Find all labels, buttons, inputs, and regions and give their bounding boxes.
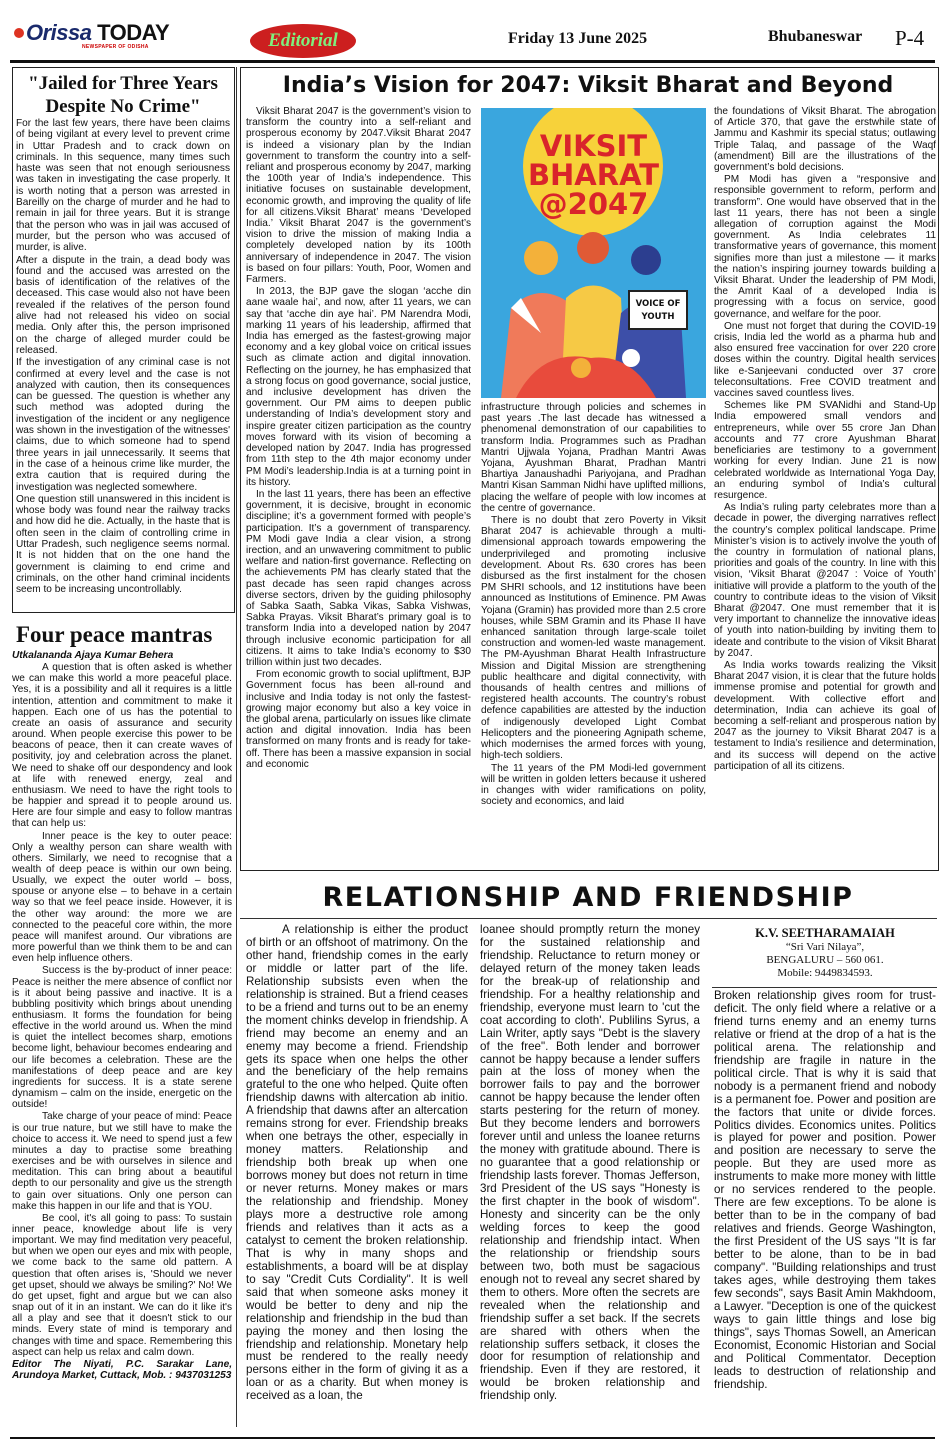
poster-figure-head — [571, 358, 591, 378]
article-paragraph: infrastructure through policies and schemes in past years .The last decade has witnessed a phenomenal demonstration of our capabilities to transform India. Programmes such as Pradhan Mantri Ujjwala Yojana, Pradhan Mantri Awas Yojana, Ayushman Bharat, Pradhan Mantri Bhartiya Janaushadhi Pariyojana, and Pradhan Mantri Kisan Samman Nidhi have uplifted millions, placing the welfare of people with low incomes at the centre of governance. — [481, 402, 706, 514]
relationship-column-2 — [480, 924, 700, 1404]
poster-figure-head — [631, 245, 661, 275]
article-paragraph: Be cool, it's all going to pass: To sustain inner peace, knowledge about life is very important. We may find meditation very peaceful, but when we open our eyes and mix with people, we come back to the same old pattern. A question that often arises is, 'Should we never get upset, should we always be smiling?' No! We do get upset, fight and argue but we can also snap out of it in an instant. We can do it like it's all a play and see that it doesn't stick to our minds. Every state of mind is temporary and changes with time and space. Remembering this aspect can help us relax and calm down. — [12, 1212, 232, 1358]
author-address: “Sri Vari Nilaya”, — [785, 941, 865, 953]
article-paragraph: Schemes like PM SVANidhi and Stand-Up India empowered small vendors and entrepreneurs, while over 55 crore Jan Dhan accounts and 77 crore Ayushman Bharat beneficiaries are testimony to a government working for every Indian. June 21 is now celebrated worldwide as International Yoga Day, an enduring symbol of India’s cultural resurgence. — [714, 400, 936, 501]
editor-note: Editor The Niyati, P.C. Sarakar Lane, Arundoya Market, Cuttack, Mob. : 9437031253 — [12, 1358, 232, 1381]
page-bottom-rule — [10, 1437, 935, 1439]
column-divider — [236, 67, 237, 1427]
section-rule — [240, 918, 937, 919]
article-paragraph: One question still unanswered in this incident is whose body was found near the railway tracks and how did he die. Actually, in the haste that is often seen in the claim of controlling crime in Uttar Pradesh, such negligence seems normal. It is not hidden that on the one hand the government is claiming to end crime and criminals, on the other hand criminal incidents seem to be increasing uncontrollably. — [16, 493, 230, 596]
author-mobile: Mobile: 9449834593. — [777, 967, 873, 979]
article-paragraph: There is no doubt that zero Poverty in Viksit Bharat 2047 is achievable through a multi-dimensional approach towards empowering the underprivileged and promoting inclusive development. About Rs. 630 crores has been disbursed as the first instalment for the chosen PM SHRI schools, and 12 institutions have been announced as Institutions of Eminence. PM Awas Yojana (Gramin) has provided more than 2.5 crore houses, while SBM Gramin and its Phase II have enhanced sanitation through large-scale toilet construction and women-led waste management. The PM-Ayushman Bharat Health Infrastructure Mission and Digital Mission are strengthening public healthcare and digital connectivity, with thousands of health centres and millions of registered health accounts. The country’s robust defence capabilities are attested by the induction of indigenously developed Light Combat Helicopters and the pioneering Agnipath scheme, which modernises the armed forces with young, high-tech soldiers. — [481, 515, 706, 762]
article-paragraph: Inner peace is the key to outer peace: Only a wealthy person can share wealth with others. Similarly, we need to recognise that a wealth of deep peace is within our own being. Usually, we expect the outer world – boss, spouse or anyone else – to behave in a certain way so that we feel peace inside. However, it is the other way around: the more we are connected to the peaceful core within, the more peace will manifest around. Our vibrations are more powerful than we think them to be and can even help influence others. — [12, 830, 232, 965]
main-column-1 — [246, 106, 471, 771]
page-number: P-4 — [895, 26, 925, 50]
relationship-headline: RELATIONSHIP AND FRIENDSHIP — [322, 882, 854, 913]
article-paragraph: From economic growth to social upliftment, BJP Government focus has been all-round and inclusive and India today is not only the fastest-growing major economy but also a key voice in the global arena, particularly on issues like climate action and digital innovation. India has been transformed on many fronts and is ready for take-off. There has been a massive expansion in social and economic — [246, 669, 471, 770]
masthead — [10, 14, 935, 62]
logo-tagline: NEWSPAPER OF ODISHA — [82, 44, 149, 50]
article-paragraph: Viksit Bharat 2047 is the government’s vision to transform the country into a self-reliant and prosperous economy by 2047.Viksit Bharat 2047 is indeed a visionary plan by the Indian government to transform the country into a self-reliant and prosperous economy by 2047, marking the 100th year of India’s independence. This initiative focuses on sustainable development, economic growth, and improving the quality of life for all citizens.Viksit Bharat’ means ‘Developed India.’ Viksit Bharat 2047 is the government’s vision to drive the mission of making India a completely developed nation by its 100th anniversary of independence in 2047. The vision is based on four pillars: Youth, Poor, Women and Farmers. — [246, 106, 471, 286]
logo-mark-icon — [14, 28, 24, 38]
article-paragraph: PM Modi has given a “responsive and responsible government to reform, perform and transform”. One would have observed that in the last 11 years, there has not been a single allegation of corruption against the Modi government. As India celebrates 11 transformative years of governance, this moment signifies more than just a milestone — it marks the nation’s inspiring journey towards building a Viksit Bharat. Under the leadership of PM Modi, the Amrit Kaal of a developed India is progressing with a focus on service, good governance, and welfare for the poor. — [714, 174, 936, 320]
article-paragraph: As India’s ruling party celebrates more than a decade in power, the diverging narratives reflect the country’s complex political landscape. Prime Minister’s vision is to actively involve the youth of the country in formulation of national plans, priorities and goals of the country. In line with this vision, ‘Viksit Bharat @2047 : Voice of Youth’ initiative will provide a platform to the youth of the country to contribute ideas to the vision of Viksit Bharat @2047. One must remember that it is very important to channelize the innovative ideas of youth into nation-building by inviting them to ideate and contribute to the vision of Viksit Bharat by 2047. — [714, 502, 936, 659]
masthead-rule — [10, 60, 935, 63]
article-paragraph: Take charge of your peace of mind: Peace is our true nature, but we still have to make the choice to access it. We need to spend just a few minutes a day to practise some breathing exercises and be with ourselves in silence and meditation. This can bring about a beautiful depth to our personality and give us the strength to gain over situations. Only one person can make this happen in our life and that is YOU. — [12, 1111, 232, 1212]
newspaper-logo — [14, 20, 170, 50]
poster-title-line: BHARAT — [527, 158, 660, 192]
poster-title-line: @2047 — [538, 187, 649, 221]
article-paragraph: As India works towards realizing the Viksit Bharat 2047 vision, it is clear that the future holds immense promise and potential for growth and development. With collective effort and determination, India can achieve its goal of becoming a self-reliant and prosperous nation by 2047 as the journey to Viksit Bharat 2047 is a testament to India’s resilience and determination, and its success will depend on the active participation of all its citizens. — [714, 659, 936, 772]
article-paragraph: One must not forget that during the COVID-19 crisis, India led the world as a pharma hub and also ensured free vaccination for over 220 crore doses within the country. Digital health services like e-Sanjeevani conducted over 37 crore teleconsultations. Free COVID treatment and vaccines saved countless lives. — [714, 320, 936, 400]
poster-title — [481, 129, 706, 221]
article-paragraph: In 2013, the BJP gave the slogan ‘acche din aane waale hai’, and now, after 11 years, we can say that ‘acche din aye hai’. PM Narendra Modi, marking 11 years of his leadership, affirmed that India has emerged as the fastest-growing major economy and a key global voice on critical issues such as climate action and digital innovation. Reflecting on the journey, he has emphasized that a strong focus on good governance, social justice, and inclusive development has driven the government. Our PM aims to deepen public understanding of India’s development story and inspire greater citizen participation as the country moves forward with its vision of becoming a developed nation by 2047. India has progressed from 11th step to the 4th major economy under PM Modi’s leadership.India is at a turning point in its history. — [246, 286, 471, 488]
author-address: BENGALURU – 560 061. — [766, 954, 884, 966]
relationship-column-3 — [714, 990, 936, 1393]
poster-figure-head — [524, 241, 558, 275]
peace-article — [12, 650, 232, 1382]
section-label: Editorial — [250, 24, 356, 58]
voice-of-youth-badge: VOICE OF YOUTH — [628, 290, 688, 330]
peace-headline: Four peace mantras — [16, 622, 213, 647]
poster-title-line: VIKSIT — [539, 129, 648, 163]
article-paragraph: In the last 11 years, there has been an effective government, it is decisive, brought in economic discipline; it’s a government formed with people’s participation. It’s a government of transparency. PM Modi gave India a clear vision, a strong irection, and an unwavering commitment to public welfare and nation-first governance. Reflecting on the achievements PM has clearly stated that the past decade has seen rapid changes across diverse sectors, driven by the guiding philosophy of Sabka Saath, Sabka Vikas, Sabka Vishwas, Sabka Prayas. Viksit Bharat’s primary goal is to transform India into a developed nation by 2047 through inclusive economic participation for all citizens. It aims to take India’s economy to $30 trillion within just two decades. — [246, 488, 471, 668]
main-headline: India’s Vision for 2047: Viksit Bharat and Beyond — [282, 73, 894, 98]
author-name: K.V. SEETHARAMAIAH — [755, 926, 895, 940]
main-column-3 — [714, 106, 936, 773]
article-paragraph: If the investigation of any criminal case is not confirmed at every level and the case is not analyzed with caution, then its consequences can be guessed. The question is whether any such method was adopted during the investigation of the incident or any negligence was shown in the investigation of the witnesses' claims, due to which someone had to spend three years in jail unnecessarily. It seems that in the case of a heinous crime like murder, the extra caution that is required during the investigation was neglected somewhere. — [16, 357, 230, 493]
logo-text: Orissa — [26, 20, 92, 45]
main-column-2 — [481, 402, 706, 808]
viksit-bharat-poster — [481, 108, 706, 398]
author-rule — [712, 987, 937, 988]
article-paragraph: After a dispute in the train, a dead body was found and the accused was arrested on the basis of identification of the relatives of the deceased. This case would also not have been revealed if the relatives of the person found alive had not released his video on social media. Only after this, the person imprisoned on the charge of alleged murder could be released. — [16, 254, 230, 356]
article-paragraph: The 11 years of the PM Modi-led government will be written in golden letters because it ushered in changes with wider ramifications on polity, society and economics, and laid — [481, 762, 706, 808]
article-paragraph: loanee should promptly return the money for the sustained relationship and friendship. Reluctance to return money or delayed return of the money taken leads for the break-up of relationship and friendship. For a healthy relationship and friendship, everyone must learn to 'cut the coat according to cloth'. Publilins Syrus, a Lain Writer, aptly says "Debt is the slavery of the free". Both lender and borrower cannot be happy because a lender suffers pain at the loss of money when the borrower fails to pay and the borrower cannot be happy because the lender often starts pestering for the return of money. But they become lenders and borrowers forever until and unless the loanee returns the money with gratitude abound. There is no guarantee that a good relationship or friendship lasts forever. Thomas Jefferson, 3rd President of the US says "Honesty is the first chapter in the book of wisdom". Honesty and sincerity can be the only welding forces to keep the good relationship and friendship intact. When the relationship or friendship sours between two, both must be sagacious enough not to reveal any secret shared by them to others. More often the secrets are revealed when the relationship and friendship suffer a set back. If the secrets are shared with others when the relationship suffers setback, it closes the door for resumption of relationship and friendship. Even if they are restored, it would be broken relationship and friendship only. — [480, 923, 700, 1403]
logo-today: TODAY — [97, 20, 170, 45]
article-paragraph: Broken relationship gives room for trust-deficit. The only field where a relative or a friend turns enemy and an enemy turns relative or friend at the drop of a hat is the political arena. The relationship and friendship are fragile in nature in the political circle. That is why it is said that nobody is a permanent friend and nobody is a permanent foe. Power and position are the factors that unite or divide forces. Politics divides. Economics unites. Politics is played for power and position. Power and position are necessary to serve the people. But they are used more as instruments to make more money with little or no services rendered to the people. There are few exceptions. To be alone is better than to be in the company of bad relatives and friends. George Washington, the first President of the US says "It is far better to be alone, than to be in bad company". "Building relationships and trust takes ages, while destroying them takes few seconds", says Basit Amin Makhdoom, a Lawyer. "Deception is one of the quickest ways to gain little things and lose big things", says Thomas Sowell, an American Economist, Economic Historian and Social and Political Commentator. Deception leads to destruction of relationship and friendship. — [714, 989, 936, 1391]
edition-city: Bhubaneswar — [768, 28, 863, 45]
article-paragraph: For the last few years, there have been claims of being vigilant at every level to prevent crime in Uttar Pradesh and to crack down on criminals. In this sequence, many times such haste was seen that not enough seriousness was taken in investigating the case properly. It is worth noting that a person was arrested in Bareilly on the charge of murder and he had to remain in jail for three years. But it is strange that the person who was in jail was accused of murder, but the person who was accused of murder, is alive. — [16, 118, 230, 254]
issue-date: Friday 13 June 2025 — [508, 30, 648, 47]
relationship-column-1 — [246, 924, 468, 1404]
article-paragraph: A relationship is either the product of birth or an offshoot of matrimony. On the other hand, friendship comes in the early or middle or latter part of the life. Relationship subsists even when the relationship is strained. But a friend ceases to be a friend and turns out to be an enemy the moment chinks develop in friendship. A friend may become an enemy and an enemy may become a friend. Friendship gets its space when one helps the other and the beneficiary of the help remains grateful to the one who helped. Quite often friendship dawns with altercation ab initio. A friendship that dawns after an altercation remains strong for ever. Friendship breaks when one betrays the other, especially in money matters. Relationship and friendship both break up when one borrows money but does not return in time or never returns. Money makes or mars the relationship and friendship. Money plays more a destructive role among friends and relatives than it acts as a catalyst to cement the broken relationship. That is why in many shops and establishments, a board will be at display to say "Credit Cuts Cordiality". It is well said that when someone asks money it would be better to deny and nip the relationship and friendship in the bud than paying the money and then losing the friendship and relationship. Monetary help must be rendered to the really needy persons either in the form of giving it as a loan or as a charity. But when money is received as a loan, the — [246, 923, 468, 1403]
peace-byline: Utkalananda Ajaya Kumar Behera — [12, 650, 174, 661]
article-paragraph: A question that is often asked is whether we can make this world a more peaceful place. Yes, it is a possibility and all it requires is a little intention, attention and commitment to make it happen. Each one of us has the potential to create an oasis of assurance and security around. When people exercise this power to be beacons of peace, then it can create waves of positivity, joy and celebration across the planet. We need to shake off our despondency and look at life with renewed energy, zeal and enthusiasm. We need to have the right tools to be happier and spread it to people around us. Here are four simple and easy to follow mantras that can help us: — [12, 662, 232, 830]
jailed-headline: "Jailed for Three Years Despite No Crime" — [28, 73, 218, 117]
jailed-article — [16, 118, 230, 596]
author-box — [712, 925, 938, 980]
article-paragraph: the foundations of Viksit Bharat. The abrogation of Article 370, that gave the erstwhile state of Jammu and Kashmir its special status; outlawing Triple Talaq, and passage of the Waqf (amendment) Bill are the illustrations of the government’s bold decisions. — [714, 106, 936, 174]
poster-figure-head — [622, 349, 640, 367]
article-paragraph: Success is the by-product of inner peace: Peace is neither the mere absence of conflict nor is it about being passive and inactive. It is a bubbling positivity which brings about unending enthusiasm. It forms the foundation for being effective in the world around us. When the mind is quiet the intellect becomes sharp, emotions become light, behaviour becomes endearing and our life becomes a celebration. These are the manifestations of deep peace and are key ingredients for success. It is a state serene dynamism – calm on the inside, energetic on the outside! — [12, 965, 232, 1111]
poster-figure-head — [577, 232, 609, 264]
